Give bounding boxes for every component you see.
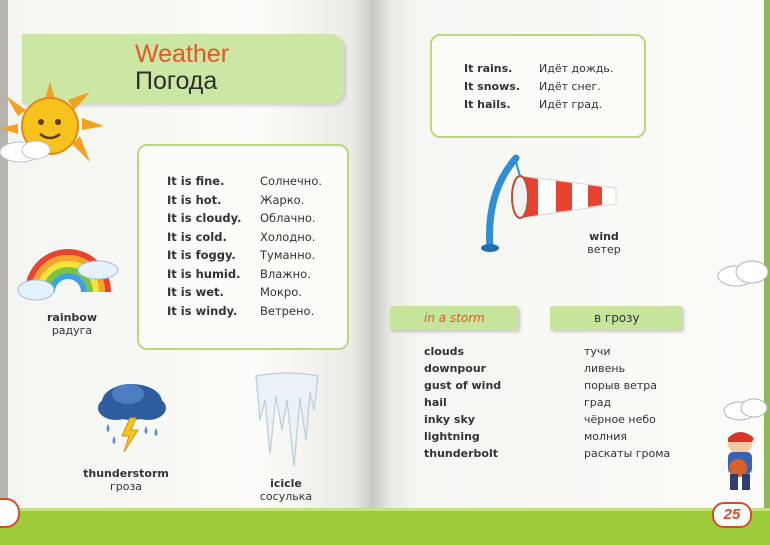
book-spread: Weather Погода It is fine. Солнечно. It is hot. Жарко. It is cloudy. Облачно. It is cold. Холодно. It is foggy. Туманно. It is humid. Влажно. It is wet. Мокро. It is windy. Ветрено. rainbow радуга thunderstorm гроза icicle сосулька It rains. Идёт дождь. It snows. Идёт снег. It hails. Идёт град. wind ветер in a storm в грозу clouds тучи downpour ливень gust of wind порыв ветра hail град inky sky чёрное небо lightning молния thunderbolt раскаты грома 25	[0, 0, 770, 545]
storm-band-russian: в грозу	[550, 306, 682, 330]
thunderstorm-cloud-icon	[96, 376, 168, 456]
wind-caption: wind ветер	[587, 230, 621, 256]
title-english: Weather	[135, 40, 230, 68]
book-gutter	[352, 0, 392, 545]
rainbow-caption: rainbow радуга	[46, 311, 98, 337]
thunderstorm-caption: thunderstorm гроза	[83, 467, 169, 493]
boy-mascot-icon	[718, 430, 764, 496]
title-russian: Погода	[135, 67, 218, 95]
cloud-icon	[722, 396, 768, 422]
rainbow-icon	[18, 236, 120, 302]
icicle-caption: icicle сосулька	[259, 477, 313, 503]
cloud-icon	[716, 258, 770, 288]
grass-strip-right	[372, 508, 770, 545]
page-number: 25	[712, 502, 752, 528]
grass-strip-left	[0, 508, 372, 545]
sun-icon	[0, 80, 110, 170]
precipitation-box	[430, 34, 646, 138]
icicle-icon	[254, 370, 320, 470]
storm-band-english: in a storm	[390, 306, 518, 330]
